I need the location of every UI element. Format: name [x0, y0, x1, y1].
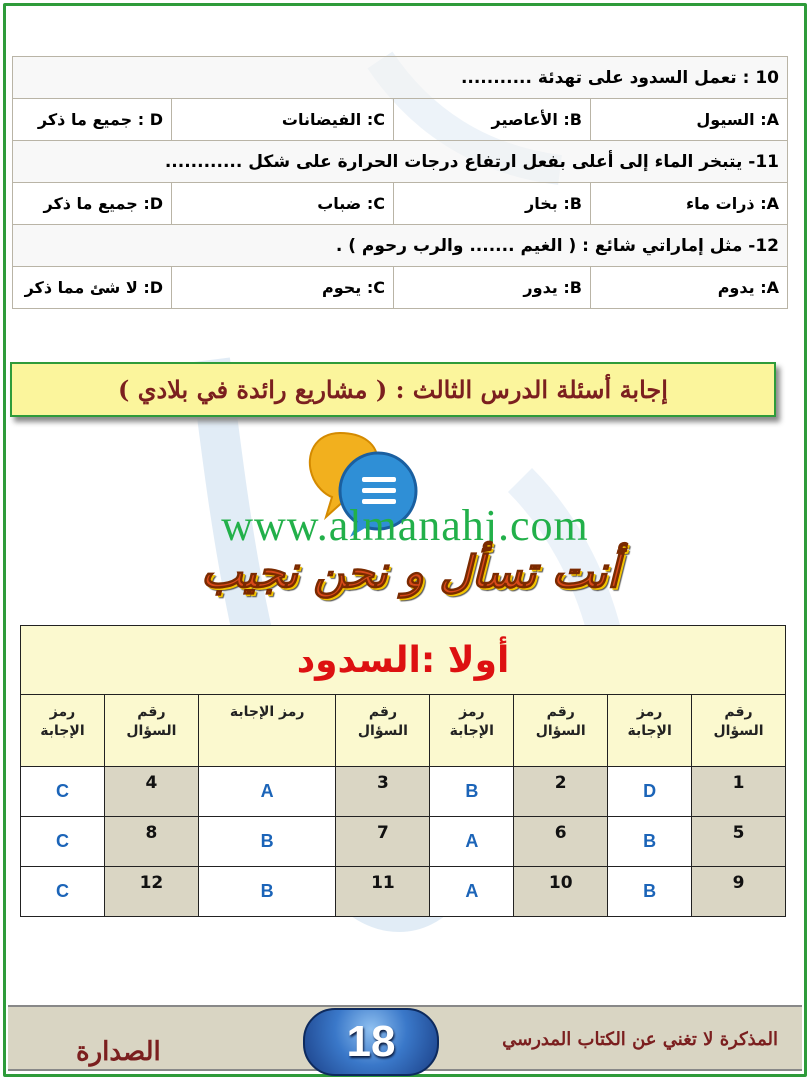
header-question-number: رقم السؤال	[104, 695, 198, 767]
answer-code: B	[198, 867, 336, 917]
option-c[interactable]: C: ضباب	[172, 183, 394, 225]
answer-code: D	[608, 767, 692, 817]
answers-header-row	[21, 695, 786, 767]
answer-code: C	[21, 817, 105, 867]
question-number: 12	[104, 867, 198, 917]
questions-table	[12, 56, 788, 309]
answer-code: B	[430, 767, 514, 817]
question-number: 8	[104, 817, 198, 867]
option-c[interactable]: C: الفيضانات	[172, 99, 394, 141]
question-number: 10	[514, 867, 608, 917]
header-answer-code: رمز الإجابة	[21, 695, 105, 767]
option-a[interactable]: A: السيول	[591, 99, 788, 141]
lesson-banner: إجابة أسئلة الدرس الثالث : ( مشاريع رائدة في بلادي )	[10, 362, 776, 417]
question-12-options	[13, 267, 788, 309]
option-b[interactable]: B: يدور	[394, 267, 591, 309]
header-answer-code: رمز الإجابة	[198, 695, 336, 767]
option-b[interactable]: B: بخار	[394, 183, 591, 225]
answer-code: B	[608, 817, 692, 867]
table-row	[21, 767, 786, 817]
option-a[interactable]: A: ذرات ماء	[591, 183, 788, 225]
header-question-number: رقم السؤال	[514, 695, 608, 767]
answer-code: A	[198, 767, 336, 817]
slogan: أنت تسأل و نحن نجيب	[200, 547, 620, 598]
question-number: 9	[692, 867, 786, 917]
question-number: 1	[692, 767, 786, 817]
question-number: 3	[336, 767, 430, 817]
page-number: 18	[303, 1008, 439, 1076]
option-b[interactable]: B: الأعاصير	[394, 99, 591, 141]
question-number: 6	[514, 817, 608, 867]
answers-table	[20, 625, 786, 917]
header-answer-code: رمز الإجابة	[608, 695, 692, 767]
answer-code: B	[608, 867, 692, 917]
table-row	[21, 867, 786, 917]
footer-note: المذكرة لا تغني عن الكتاب المدرسي	[502, 1029, 778, 1050]
answer-code: A	[430, 867, 514, 917]
option-c[interactable]: C: يحوم	[172, 267, 394, 309]
option-d[interactable]: D: جميع ما ذكر	[13, 183, 172, 225]
option-d[interactable]: D : جميع ما ذكر	[13, 99, 172, 141]
question-11-options	[13, 183, 788, 225]
answer-code: B	[198, 817, 336, 867]
question-number: 11	[336, 867, 430, 917]
question-number: 4	[104, 767, 198, 817]
question-number: 2	[514, 767, 608, 817]
question-10: 10 : تعمل السدود على تهدئة ...........	[13, 57, 788, 99]
question-10-options	[13, 99, 788, 141]
site-url: www.almanahj.com	[221, 501, 589, 550]
question-11: 11- يتبخر الماء إلى أعلى بفعل ارتفاع درجات الحرارة على شكل ............	[13, 141, 788, 183]
footer-brand: الصدارة	[76, 1037, 161, 1067]
question-12: 12- مثل إماراتي شائع : ( الغيم ....... والرب رحوم ) .	[13, 225, 788, 267]
table-row	[21, 817, 786, 867]
header-question-number: رقم السؤال	[692, 695, 786, 767]
option-d[interactable]: D: لا شئ مما ذكر	[13, 267, 172, 309]
header-answer-code: رمز الإجابة	[430, 695, 514, 767]
question-number: 7	[336, 817, 430, 867]
answer-code: C	[21, 867, 105, 917]
header-question-number: رقم السؤال	[336, 695, 430, 767]
option-a[interactable]: A: يدوم	[591, 267, 788, 309]
answer-code: C	[21, 767, 105, 817]
section-title: أولا :السدود	[21, 626, 786, 695]
answer-code: A	[430, 817, 514, 867]
question-number: 5	[692, 817, 786, 867]
